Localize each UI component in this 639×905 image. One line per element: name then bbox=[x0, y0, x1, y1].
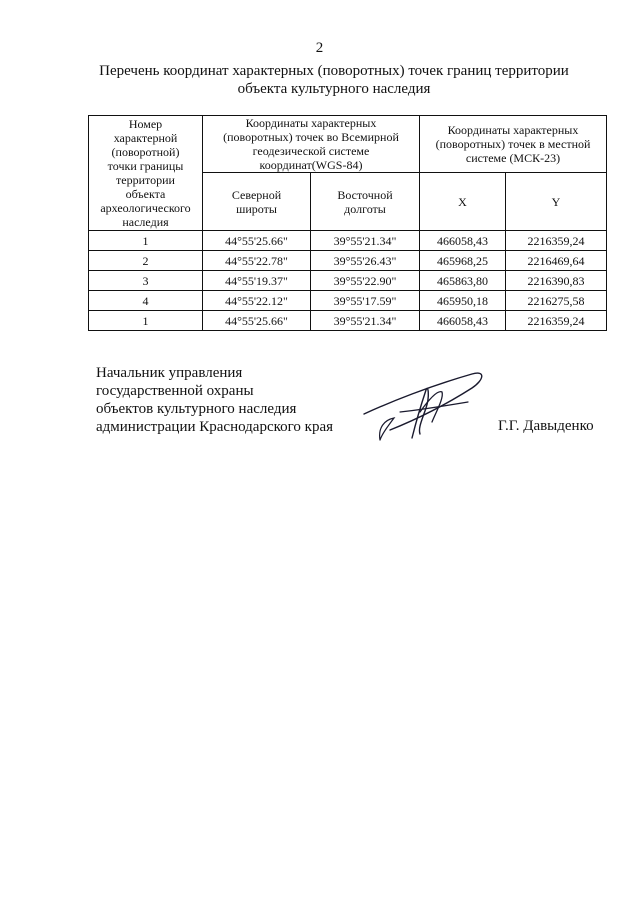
point-number-header bbox=[89, 116, 203, 231]
point-number-cell: 1 bbox=[89, 231, 203, 251]
y-coordinate-cell: 2216359,24 bbox=[506, 311, 607, 331]
handwritten-signature bbox=[360, 368, 490, 448]
document-title-line-2: объекта культурного наследия bbox=[237, 81, 431, 97]
y-header: Y bbox=[506, 173, 607, 231]
signatory-position-line: администрации Краснодарского края bbox=[96, 419, 334, 435]
header-text-line: (поворотных) точек во Всемирной bbox=[223, 130, 399, 144]
east-longitude-cell: 39°55'21.34" bbox=[311, 231, 420, 251]
signatory-position-line: объектов культурного наследия bbox=[96, 401, 297, 417]
header-text-line: геодезической системе bbox=[252, 144, 370, 158]
signatory-position-line: государственной охраны bbox=[96, 383, 254, 399]
header-text-line: Номер bbox=[128, 117, 163, 131]
east-longitude-header bbox=[311, 173, 420, 231]
north-latitude-cell: 44°55'22.78" bbox=[203, 251, 311, 271]
table-row bbox=[89, 271, 607, 291]
signatory-position-line: Начальник управления bbox=[96, 365, 243, 381]
header-text-line: (поворотной) bbox=[111, 145, 180, 159]
header-text-line: территории bbox=[116, 173, 175, 187]
header-text-line: (поворотных) точек в местной bbox=[435, 137, 591, 151]
document-title bbox=[60, 62, 608, 98]
x-coordinate-cell: 465950,18 bbox=[420, 291, 506, 311]
header-text-line: системе (МСК-23) bbox=[465, 151, 561, 165]
north-latitude-cell: 44°55'22.12" bbox=[203, 291, 311, 311]
header-text-line: объекта bbox=[125, 187, 166, 201]
east-longitude-cell: 39°55'21.34" bbox=[311, 311, 420, 331]
y-coordinate-cell: 2216390,83 bbox=[506, 271, 607, 291]
wgs84-coordinates-header bbox=[203, 116, 420, 173]
east-longitude-cell: 39°55'17.59" bbox=[311, 291, 420, 311]
y-coordinate-cell: 2216469,64 bbox=[506, 251, 607, 271]
header-text-line: координат(WGS-84) bbox=[259, 158, 363, 172]
signatory-position bbox=[96, 364, 333, 436]
header-text-line: характерной bbox=[113, 131, 178, 145]
y-coordinate-cell: 2216359,24 bbox=[506, 231, 607, 251]
east-longitude-cell: 39°55'22.90" bbox=[311, 271, 420, 291]
east-longitude-cell: 39°55'26.43" bbox=[311, 251, 420, 271]
x-header: X bbox=[420, 173, 506, 231]
header-text-line: долготы bbox=[344, 201, 386, 216]
x-coordinate-cell: 465863,80 bbox=[420, 271, 506, 291]
header-text-line: Восточной bbox=[337, 187, 393, 202]
table-row bbox=[89, 311, 607, 331]
y-coordinate-cell: 2216275,58 bbox=[506, 291, 607, 311]
table-row bbox=[89, 251, 607, 271]
header-text-line: археологического bbox=[100, 201, 191, 215]
document-title-line-1: Перечень координат характерных (поворотных) точек границ территории bbox=[99, 63, 569, 79]
point-number-cell: 3 bbox=[89, 271, 203, 291]
header-text-line: Координаты характерных bbox=[245, 116, 377, 130]
table-row bbox=[89, 231, 607, 251]
north-latitude-cell: 44°55'25.66" bbox=[203, 311, 311, 331]
point-number-cell: 2 bbox=[89, 251, 203, 271]
header-text-line: точки границы bbox=[107, 159, 184, 173]
north-latitude-cell: 44°55'19.37" bbox=[203, 271, 311, 291]
msk23-coordinates-header bbox=[420, 116, 607, 173]
page-number: 2 bbox=[315, 40, 324, 56]
x-coordinate-cell: 466058,43 bbox=[420, 231, 506, 251]
point-number-cell: 4 bbox=[89, 291, 203, 311]
coordinates-table bbox=[88, 115, 607, 331]
x-coordinate-cell: 466058,43 bbox=[420, 311, 506, 331]
header-text-line: широты bbox=[236, 201, 277, 216]
signatory-name: Г.Г. Давыденко bbox=[498, 418, 594, 434]
x-coordinate-cell: 465968,25 bbox=[420, 251, 506, 271]
table-row bbox=[89, 291, 607, 311]
header-text-line: наследия bbox=[122, 215, 169, 229]
point-number-cell: 1 bbox=[89, 311, 203, 331]
north-latitude-header bbox=[203, 173, 311, 231]
table-header-row bbox=[89, 116, 607, 173]
header-text-line: Северной bbox=[231, 187, 282, 202]
north-latitude-cell: 44°55'25.66" bbox=[203, 231, 311, 251]
header-text-line: Координаты характерных bbox=[447, 123, 579, 137]
